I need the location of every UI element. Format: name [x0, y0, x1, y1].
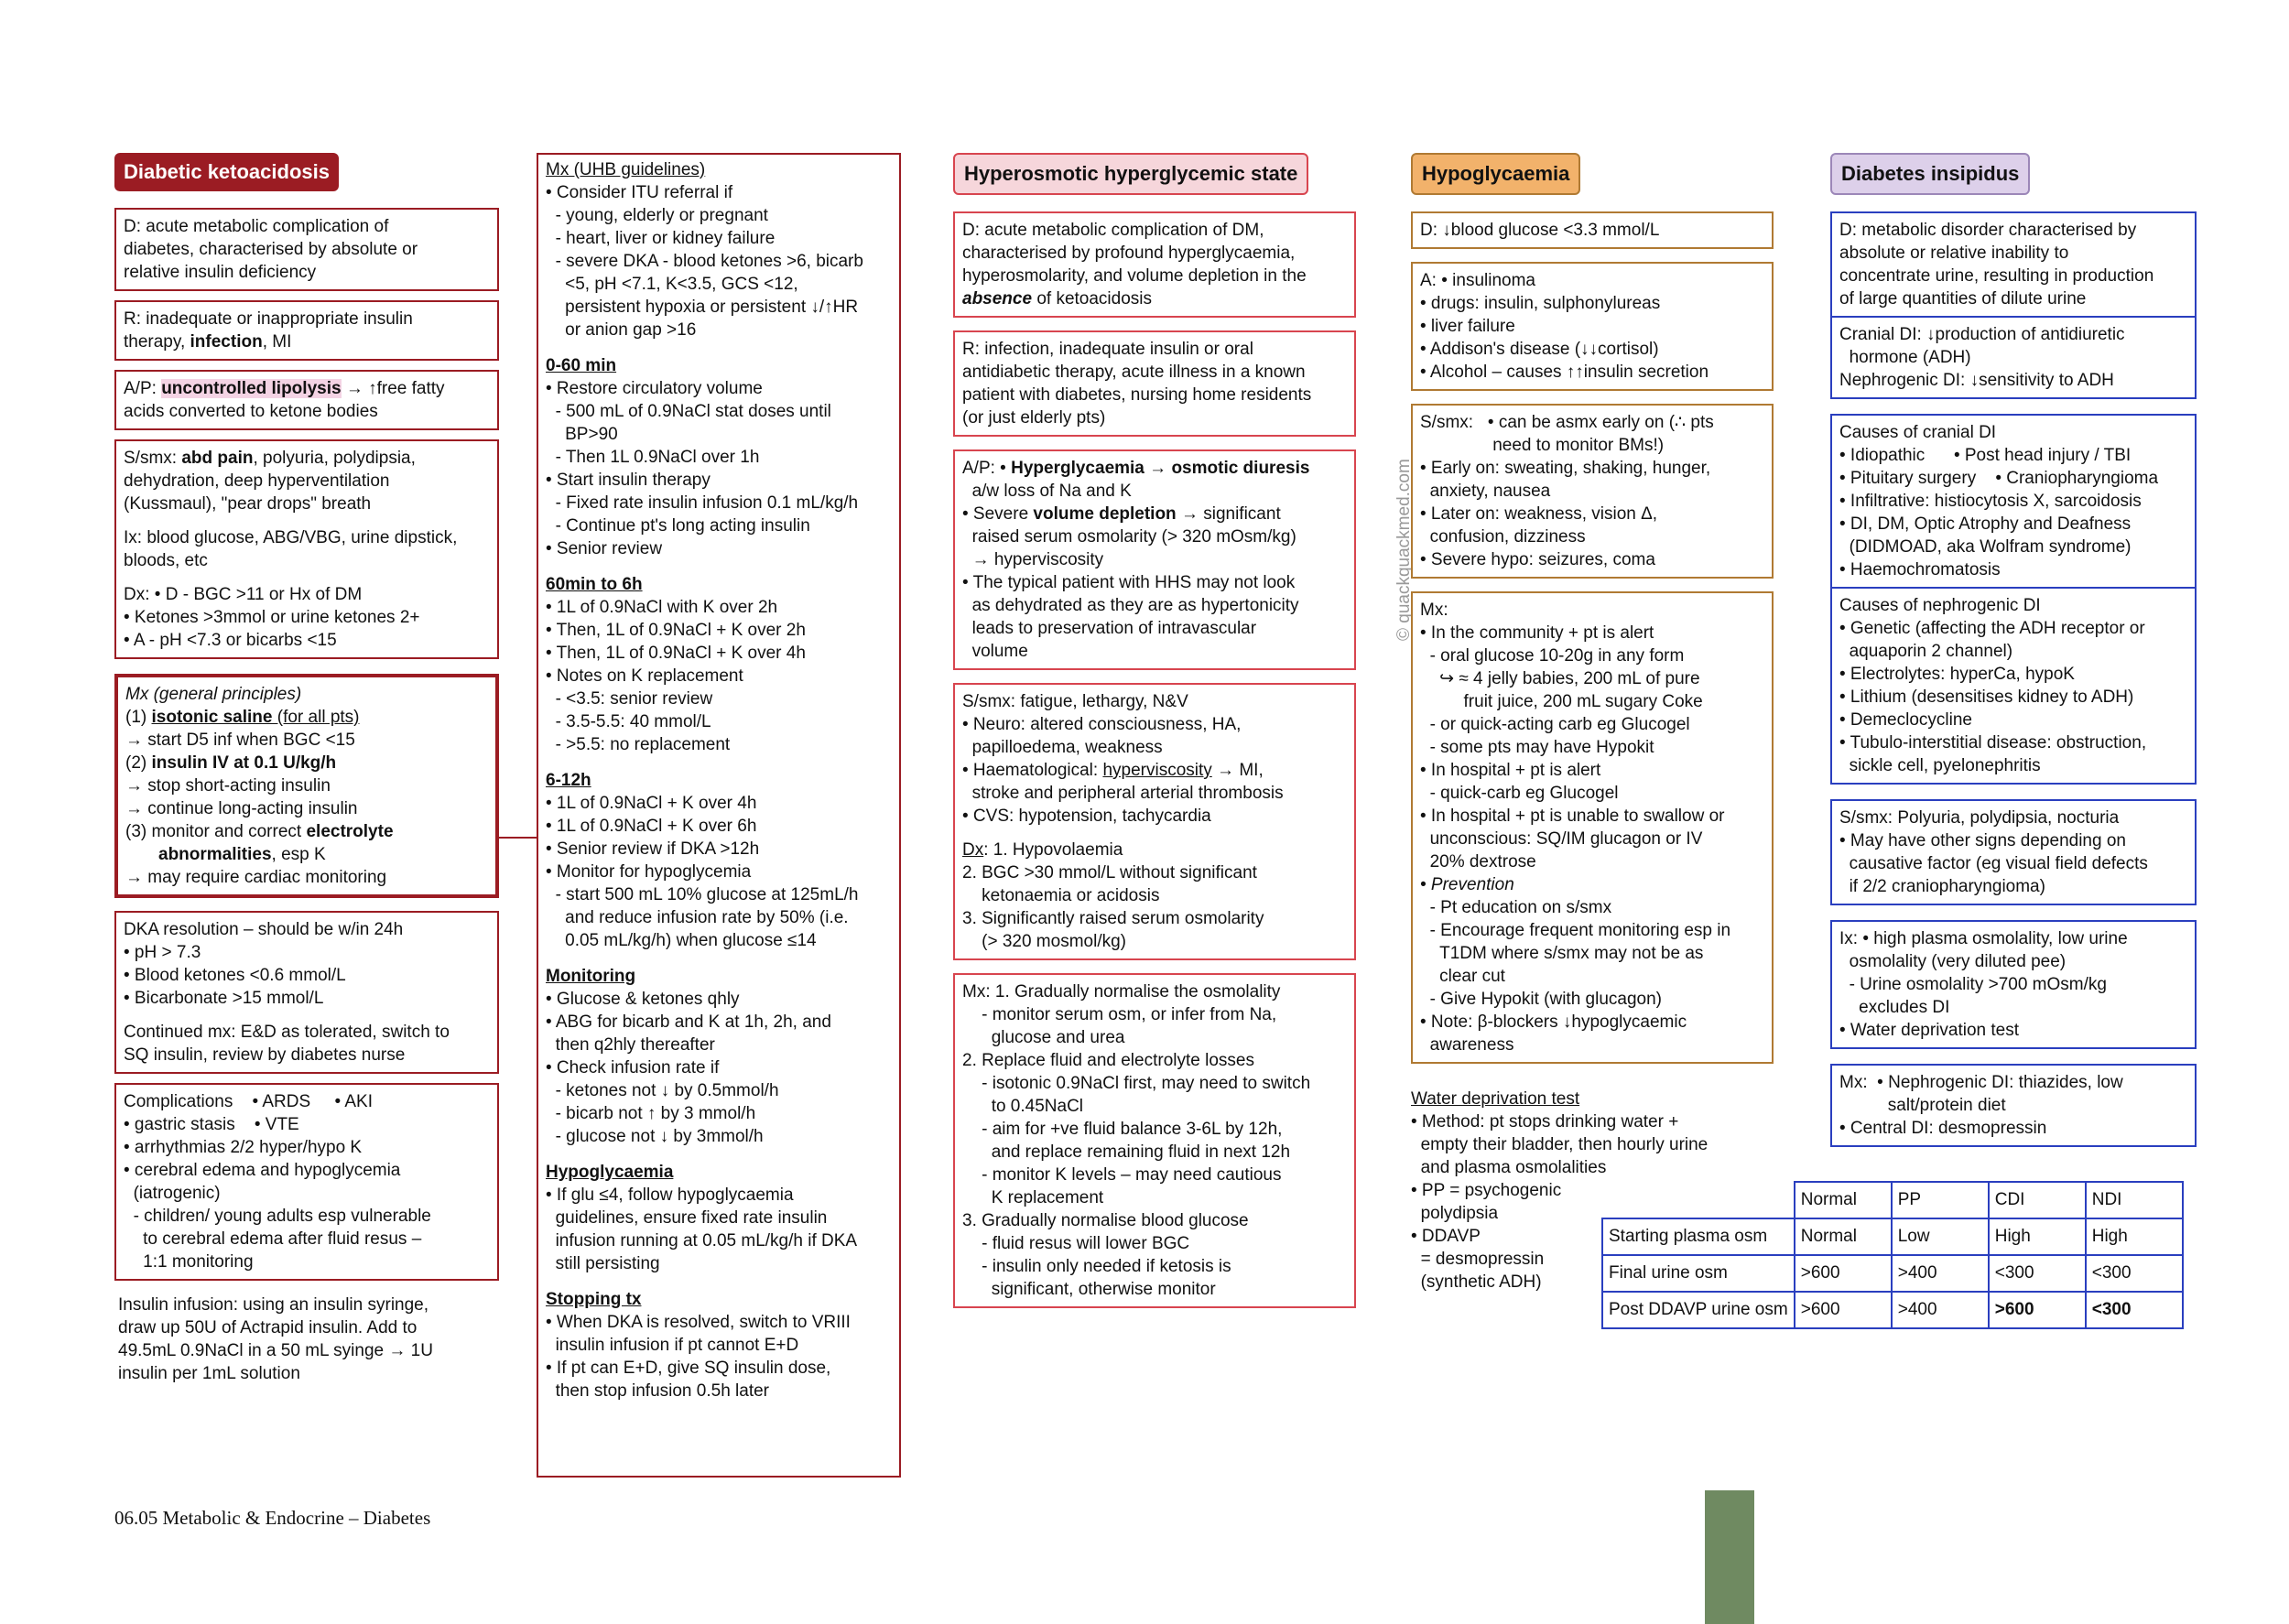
heading-hypoglycaemia: Hypoglycaemia — [546, 1163, 674, 1182]
dka-title: Diabetic ketoacidosis — [114, 153, 339, 191]
dka-diagnosis-1: Dx: • D - BGC >11 or Hx of DM — [124, 585, 363, 604]
dka-definition: D: acute metabolic complication of diabetes, characterised by absolute or relative insulin deficiency — [114, 208, 499, 291]
hhs-symptoms: S/smx: fatigue, lethargy, N&V • Neuro: altered consciousness, HA, papilloedema, weakness • Haematological: hyperviscosity → MI, stroke and peripheral arterial thrombosis • CVS: hypotension, tachycardia Dx: 1. Hypovolaemia 2. BGC >30 mmol/L without significant ketonaemia or acidosis 3. Significantly raised serum osmolarity (> 320 mosmol/kg) — [953, 683, 1356, 960]
di-management: Mx: • Nephrogenic DI: thiazides, low salt/protein diet • Central DI: desmopressin — [1830, 1064, 2197, 1147]
heading-6-12h: 6-12h — [546, 771, 591, 790]
hypo-title: Hypoglycaemia — [1411, 153, 1580, 195]
hhs-pathophysiology: A/P: • Hyperglycaemia → osmotic diuresis a/w loss of Na and K • Severe volume depletion → significant raised serum osmolarity (> 320 mOsm/kg) → hyperviscosity • The typical patient with HHS may not look as dehydrated as they are as hypertonicity leads to preservation of intravascular volume — [953, 449, 1356, 670]
hypo-management: Mx: • In the community + pt is alert - oral glucose 10-20g in any form ↪ ≈ 4 jelly babies, 200 mL of pure fruit juice, 200 mL sugary Coke - or quick-acting carb eg Glucogel - some pts may have Hypokit • In hospital + pt is alert - quick-carb eg Glucogel • In hospital + pt is unable to swallow or unconscious: SQ/IM glucagon or IV 20% dextrose • Prevention - Pt education on s/smx - Encourage frequent monitoring esp in T1DM where s/smx may not be as clear cut - Give Hypokit (with glucagon) • Note: β-blockers ↓hypoglycaemic awareness — [1411, 591, 1774, 1064]
table-header-row — [1602, 1182, 2183, 1218]
section-tab-marker — [1705, 1490, 1754, 1624]
row-label: Final urine osm — [1602, 1255, 1795, 1292]
dka-column — [114, 153, 499, 1385]
table-cell: >400 — [1892, 1255, 1989, 1292]
table-cell: High — [2086, 1218, 2183, 1255]
dka-management-principles: Mx (general principles) (1) isotonic saline (for all pts) → start D5 inf when BGC <15 (2) insulin IV at 0.1 U/kg/h → stop short-acting insulin → continue long-acting insulin (3) monitor and correct electrolyte abnormalities, esp K → may require cardiac monitoring — [114, 674, 499, 898]
di-definition-group — [1830, 211, 2197, 399]
hypo-column — [1411, 153, 1774, 1294]
dka-diagnosis-3: • A - pH <7.3 or bicarbs <15 — [124, 631, 337, 650]
di-nephrogenic-causes: Causes of nephrogenic DI • Genetic (affecting the ADH receptor or aquaporin 2 channel) • Electrolytes: hyperCa, hypoK • Lithium (desensitises kidney to ADH) • Demeclocycline • Tubulo-interstitial disease: obstruction, sickle cell, pyelonephritis — [1830, 589, 2197, 785]
table-cell: High — [1989, 1218, 2086, 1255]
hypo-symptoms: S/smx: • can be asmx early on (∴ pts need to monitor BMs!) • Early on: sweating, shaking, hunger, anxiety, nausea • Later on: weakness, vision Δ, confusion, dizziness • Severe hypo: seizures, coma — [1411, 404, 1774, 579]
dka-complications: Complications • ARDS • AKI • gastric stasis • VTE • arrhythmias 2/2 hyper/hypo K • cerebral edema and hypoglycemia (iatrogenic) - children/ young adults esp vulnerable to cerebral edema after fluid resus – 1:1 monitoring — [114, 1083, 499, 1281]
di-definition: D: metabolic disorder characterised by absolute or relative inability to concentrate urine, resulting in production of large quantities of dilute urine — [1830, 211, 2197, 318]
connector-line — [496, 837, 537, 839]
uhb-heading: Mx (UHB guidelines) — [546, 160, 706, 179]
insulin-infusion-note: Insulin infusion: using an insulin syringe, draw up 50U of Actrapid insulin. Add to 49.5mL 0.9NaCl in a 50 mL syinge → 1U insulin per 1mL solution — [118, 1295, 433, 1383]
page-footer: 06.05 Metabolic & Endocrine – Diabetes — [114, 1507, 431, 1529]
heading-stopping-tx: Stopping tx — [546, 1290, 642, 1309]
table-corner — [1602, 1182, 1795, 1218]
table-header: Normal — [1795, 1182, 1892, 1218]
table-cell: <300 — [2086, 1255, 2183, 1292]
uhb-guidelines-box: Mx (UHB guidelines) • Consider ITU referral if - young, elderly or pregnant - heart, liver or kidney failure - severe DKA - blood ketones >6, bicarb <5, pH <7.1, K<3.5, GCS <12, persistent hypoxia or persistent ↓/↑HR or anion gap >16 0-60 min • Restore circulatory volume - 500 mL of 0.9NaCl stat doses until BP>90 - Then 1L 0.9NaCl over 1h • Start insulin therapy - Fixed rate insulin infusion 0.1 mL/kg/h - Continue pt's long acting insulin • Senior review 60min to 6h • 1L of 0.9NaCl with K over 2h • Then, 1L of 0.9NaCl + K over 2h • Then, 1L of 0.9NaCl + K over 4h • Notes on K replacement - <3.5: senior review - 3.5-5.5: 40 mmol/L - >5.5: no replacement 6-12h • 1L of 0.9NaCl + K over 4h • 1L of 0.9NaCl + K over 6h • Senior review if DKA >12h • Monitor for hypoglycemia - start 500 mL 10% glucose at 125mL/h and reduce infusion rate by 50% (i.e. 0.05 mL/kg/h) when glucose ≤14 Monitoring • Glucose & ketones qhly • ABG for bicarb and K at 1h, 2h, and then q2hly thereafter • Check infusion rate if - ketones not ↓ by 0.5mmol/h - bicarb not ↑ by 3 mmol/h - glucose not ↓ by 3mmol/h Hypoglycaemia • If glu ≤4, follow hypoglycaemia guidelines, ensure fixed rate insulin infusion running at 0.05 mL/kg/h if DKA still persisting Stopping tx • When DKA is resolved, switch to VRIII insulin infusion if pt cannot E+D • If pt can E+D, give SQ insulin dose, then stop infusion 0.5h later — [537, 153, 901, 1478]
row-label: Post DDAVP urine osm — [1602, 1292, 1795, 1328]
water-deprivation-table — [1601, 1181, 2184, 1329]
dka-pathophysiology: A/P: uncontrolled lipolysis → ↑free fatty acids converted to ketone bodies — [114, 370, 499, 430]
di-symptoms: S/smx: Polyuria, polydipsia, nocturia • May have other signs depending on causative factor (eg visual field defects if 2/2 craniopharyngioma) — [1830, 799, 2197, 905]
hhs-column — [953, 153, 1356, 1317]
di-investigations: Ix: • high plasma osmolality, low urine osmolality (very diluted pee) - Urine osmolality >700 mOsm/kg excludes DI • Water deprivation test — [1830, 920, 2197, 1049]
heading-0-60min: 0-60 min — [546, 356, 617, 375]
table-cell: >400 — [1892, 1292, 1989, 1328]
dka-symptoms-box: S/smx: abd pain, polyuria, polydipsia, dehydration, deep hyperventilation (Kussmaul), "pear drops" breath Ix: blood glucose, ABG/VBG, urine dipstick, bloods, etc Dx: • D - BGC >11 or Hx of DM • Ketones >3mmol or urine ketones 2+ • A - pH <7.3 or bicarbs <15 — [114, 439, 499, 659]
heading-60min-6h: 60min to 6h — [546, 575, 643, 594]
di-types: Cranial DI: ↓production of antidiuretic hormone (ADH) Nephrogenic DI: ↓sensitivity to ADH — [1830, 318, 2197, 399]
dka-diagnosis-2: • Ketones >3mmol or urine ketones 2+ — [124, 608, 420, 627]
dka-resolution: DKA resolution – should be w/in 24h • pH > 7.3 • Blood ketones <0.6 mmol/L • Bicarbonate >15 mmol/L Continued mx: E&D as tolerated, switch to SQ insulin, review by diabetes nurse — [114, 911, 499, 1074]
hhs-risk: R: infection, inadequate insulin or oral antidiabetic therapy, acute illness in a known patient with diabetes, nursing home residents (or just elderly pts) — [953, 330, 1356, 437]
di-cranial-causes: Causes of cranial DI • Idiopathic • Post head injury / TBI • Pituitary surgery • Craniopharyngioma • Infiltrative: histiocytosis X, sarcoidosis • DI, DM, Optic Atrophy and Deafness (DIDMOAD, aka Wolfram syndrome) • Haemochromatosis — [1830, 414, 2197, 589]
row-label: Starting plasma osm — [1602, 1218, 1795, 1255]
table-header: PP — [1892, 1182, 1989, 1218]
table-row — [1602, 1218, 2183, 1255]
di-causes-group — [1830, 414, 2197, 785]
table-cell: >600 — [1989, 1292, 2086, 1328]
table-row — [1602, 1255, 2183, 1292]
table-header: NDI — [2086, 1182, 2183, 1218]
table-header: CDI — [1989, 1182, 2086, 1218]
hhs-title: Hyperosmotic hyperglycemic state — [953, 153, 1308, 195]
table-cell: Low — [1892, 1218, 1989, 1255]
heading-monitoring: Monitoring — [546, 967, 636, 986]
di-column — [1830, 153, 2197, 1156]
table-cell: Normal — [1795, 1218, 1892, 1255]
hypo-aetiology: A: • insulinoma • drugs: insulin, sulphonylureas • liver failure • Addison's disease (↓↓cortisol) • Alcohol – causes ↑↑insulin secretion — [1411, 262, 1774, 391]
dka-risk: R: inadequate or inappropriate insulin therapy, infection, MI — [114, 300, 499, 361]
table-cell: >600 — [1795, 1292, 1892, 1328]
dka-investigations: Ix: blood glucose, ABG/VBG, urine dipstick, bloods, etc — [124, 528, 458, 570]
table-row — [1602, 1292, 2183, 1328]
table-cell: >600 — [1795, 1255, 1892, 1292]
table-cell: <300 — [1989, 1255, 2086, 1292]
di-title: Diabetes insipidus — [1830, 153, 2030, 195]
hypo-definition: D: ↓blood glucose <3.3 mmol/L — [1411, 211, 1774, 249]
watermark: © quackquackmed.com — [1394, 459, 1414, 641]
table-cell: <300 — [2086, 1292, 2183, 1328]
hhs-definition: D: acute metabolic complication of DM, characterised by profound hyperglycaemia, hyperosmolarity, and volume depletion in the absence of ketoacidosis — [953, 211, 1356, 318]
water-deprivation-test: Water deprivation test • Method: pt stops drinking water + empty their bladder, then hourly urine and plasma osmolalities • PP = psychogenic polydipsia • DDAVP = desmopressin (synthetic ADH) — [1411, 1089, 1709, 1292]
hhs-management: Mx: 1. Gradually normalise the osmolality - monitor serum osm, or infer from Na, glucose and urea 2. Replace fluid and electrolyte losses - isotonic 0.9NaCl first, may need to switch to 0.45NaCl - aim for +ve fluid balance 3-6L by 12h, and replace remaining fluid in next 12h - monitor K levels – may need cautious K replacement 3. Gradually normalise blood glucose - fluid resus will lower BGC - insulin only needed if ketosis is significant, otherwise monitor — [953, 973, 1356, 1308]
